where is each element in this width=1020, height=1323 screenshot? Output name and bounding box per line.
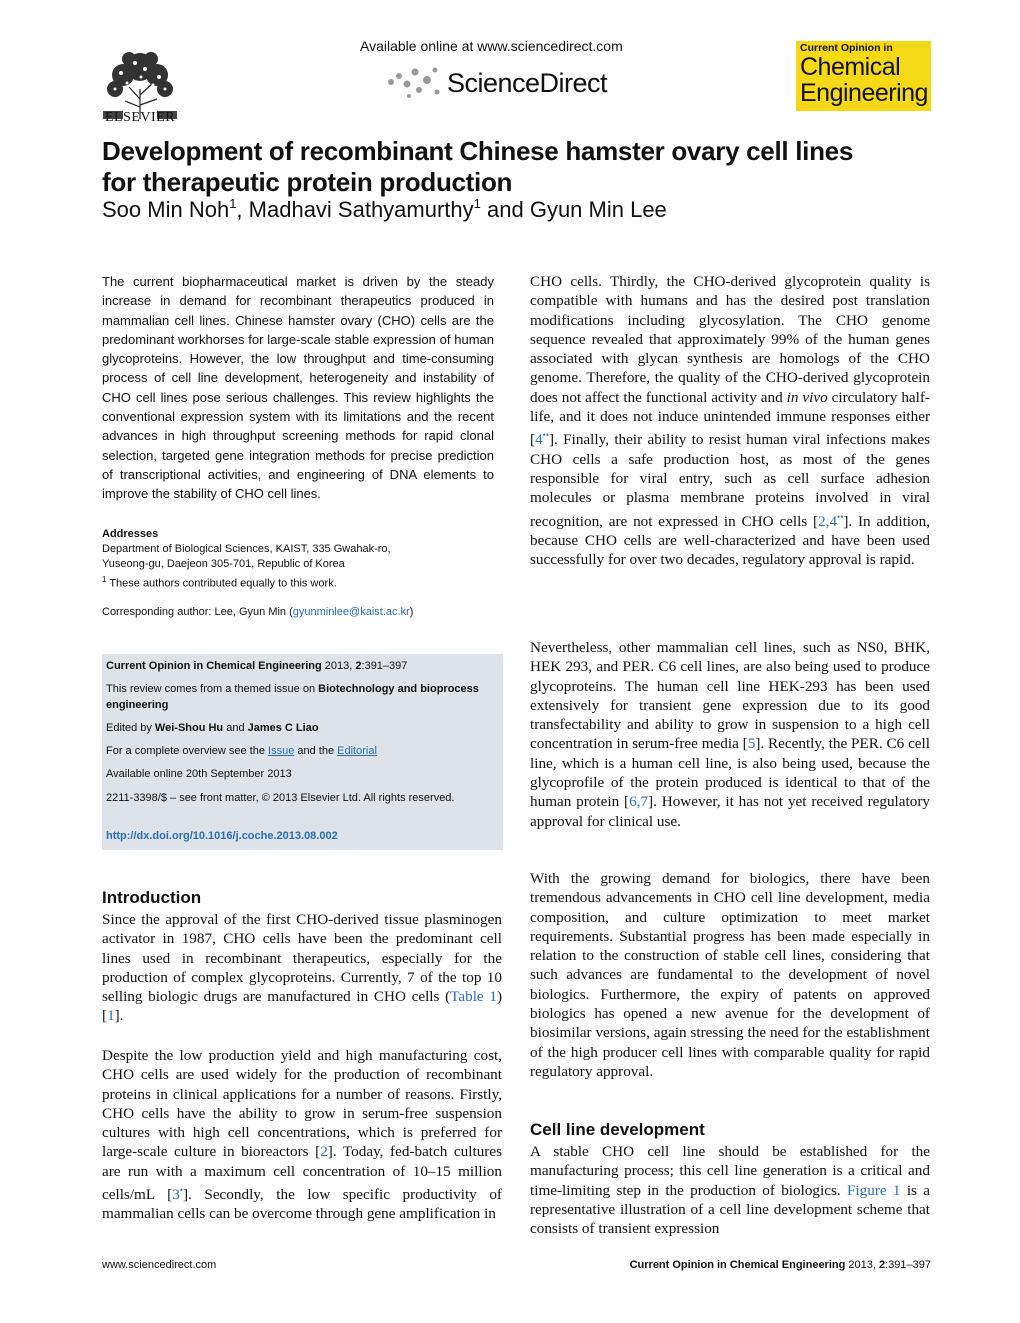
- journal-badge-small: Current Opinion in: [800, 42, 893, 54]
- reference-link[interactable]: 1: [107, 1007, 115, 1025]
- reference-link[interactable]: 4: [535, 431, 543, 449]
- right-paragraph-4: [530, 1142, 930, 1238]
- author-name: Gyun Min Lee: [529, 197, 667, 222]
- right-paragraph-1: [530, 272, 930, 569]
- author-note-text: These authors contributed equally to this work.: [109, 577, 337, 590]
- text-run: ].: [114, 1007, 124, 1025]
- corresponding-author: [102, 606, 494, 618]
- themed-topic: Biotechnology and bioprocess engineering: [106, 683, 479, 711]
- citation-volume: 2: [355, 660, 362, 672]
- right-paragraph-3: With the growing demand for biologics, there have been tremendous advancements in CHO cell line development, media composition, and culture optimization to meet market requirements. Substantial progress has been made especially in relation to the construction of stable cell lines, considering that such advances are fundamental to the development of novel biologics. Furthermore, the expiry of patents on approved biologics has opened a new avenue for the development of biosimilar versions, again stressing the need for the establishment of the high producer cell lines with comparable quality for rapid regulatory approval.: [530, 870, 930, 1080]
- text-run: Nevertheless, other mammalian cell lines, such as NS0, BHK, HEK 293, and PER. C6 cell lines, are also being used to produce glycoproteins. The human cell line HEK-293 has been used extensively for transient gene expression due to its good transfectability and ability to grow in suspension to a high cell concentration in serum-free media [: [530, 639, 930, 753]
- intro-paragraph-1: [102, 910, 502, 1026]
- abstract: The current biopharmaceutical market is driven by the steady increase in demand for recombinant therapeutics produced in mammalian cell lines. Chinese hamster ovary (CHO) cells are the predominant workhorses for large-scale stable expression of human glycoproteins. However, the low throughput and time-consuming process of cell line development, heterogeneity and instability of CHO cell lines pose serious challenges. This review highlights the conventional expression system with its limitations and the recent advances in high throughput screening methods for rapid clonal selection, targeted gene integration methods for precise prediction of transcriptional activities, and engineering of DNA elements to improve the stability of CHO cell lines.: [102, 274, 494, 502]
- available-date: Available online 20th September 2013: [106, 768, 292, 780]
- journal-badge: [796, 41, 931, 111]
- editor-name: Wei-Shou Hu: [154, 722, 224, 734]
- text-run: ]. In addition, because CHO cells are well-characterized and have been used successfully for over two decades, regulatory approval is rapid.: [530, 512, 931, 569]
- citation-line: [106, 658, 496, 674]
- corresponding-email-link[interactable]: gyunminlee@kaist.ac.kr: [292, 606, 410, 618]
- author-sep: ,: [236, 197, 249, 222]
- text-italic: in vivo: [786, 388, 828, 406]
- addresses: [102, 542, 494, 592]
- overview-and: and the: [294, 745, 338, 757]
- footer-pages: :391–397: [885, 1259, 931, 1271]
- footer-citation: [630, 1259, 931, 1271]
- text-run: ) [: [102, 988, 502, 1025]
- author-note: [102, 572, 494, 592]
- themed-issue-line: [106, 681, 496, 713]
- author-sep: and: [480, 197, 530, 222]
- footer-year: 2013,: [845, 1259, 879, 1271]
- journal-badge-line2: Engineering: [800, 79, 928, 107]
- text-run: circulatory half-life, and it does not induce unintended immune responses either [: [530, 388, 930, 449]
- text-run: ]. Secondly, the low specific productivity of mammalian cells can be overcome through gene amplification in: [102, 1186, 502, 1223]
- text-run: ]. Today, fed-batch cultures are run with a maximum cell concentration of 10–15 million cells/mL [: [102, 1143, 502, 1204]
- journal-badge-line1: Chemical: [800, 53, 901, 81]
- section-heading-cell-line-development: Cell line development: [530, 1120, 705, 1139]
- citation-pages: :391–397: [361, 660, 408, 672]
- themed-prefix: This review comes from a themed issue on: [106, 683, 319, 695]
- overview-line: [106, 743, 496, 759]
- author-affil: 1: [229, 196, 237, 211]
- edited-prefix: Edited by: [106, 722, 155, 734]
- author-name: Soo Min Noh: [102, 197, 230, 222]
- right-paragraph-2: [530, 638, 930, 831]
- reference-link[interactable]: 2,4: [818, 512, 838, 530]
- article-title: Development of recombinant Chinese hamster ovary cell lines for therapeutic protein production: [102, 136, 853, 197]
- sciencedirect-wordmark: ScienceDirect: [447, 68, 608, 98]
- reference-mark: ••: [542, 430, 549, 441]
- editorial-link[interactable]: Editorial: [337, 745, 377, 757]
- doi-link[interactable]: http://dx.doi.org/10.1016/j.coche.2013.08.002: [106, 830, 338, 842]
- reference-link[interactable]: 2: [320, 1143, 328, 1161]
- journal-badge-title: [800, 54, 928, 106]
- citation-journal: Current Opinion in Chemical Engineering: [106, 660, 322, 672]
- text-run: A stable CHO cell line should be established for the manufacturing process; this cell line generation is a critical and time-limiting step in the production of biologics.: [530, 1143, 930, 1199]
- text-run: ]. Finally, their ability to resist human viral infections makes CHO cells a safe production host, as most of the genes responsible for viral entry, such as cell surface adhesion molecules or plasma membrane proteins involved in viral recognition, are not expressed in CHO cells [: [530, 431, 930, 530]
- text-run: ]. Recently, the PER. C6 cell line, which is a human cell line, is also being used, because the glycoprofile of the protein produced is identical to that of the human protein [: [530, 735, 930, 811]
- overview-prefix: For a complete overview see the: [106, 745, 269, 757]
- available-online-text: Available online at www.sciencedirect.com: [360, 38, 623, 54]
- addresses-heading: Addresses: [102, 528, 159, 540]
- reference-mark: •: [179, 1185, 183, 1196]
- text-run: Since the approval of the first CHO-derived tissue plasminogen activator in 1987, CHO cells have been the predominant cell lines used in recombinant therapeutics, especially for the production of complex glycoproteins. Currently, 7 of the top 10 selling biologic drugs are manufactured in CHO cells (: [102, 911, 502, 1006]
- section-heading-introduction: Introduction: [102, 888, 202, 907]
- corresponding-label: Corresponding author: Lee, Gyun Min (: [102, 606, 293, 618]
- text-run: ]. However, it has not yet received regulatory approval for clinical use.: [530, 793, 930, 830]
- address-line: Department of Biological Sciences, KAIST, 335 Gwahak-ro,: [102, 543, 391, 555]
- editors-line: [106, 720, 496, 736]
- footer-journal: Current Opinion in Chemical Engineering: [629, 1259, 846, 1271]
- edited-and: and: [223, 722, 248, 734]
- author-note-mark: 1: [102, 575, 107, 584]
- sciencedirect-dots-icon: [385, 62, 445, 102]
- reference-link[interactable]: 6,7: [629, 793, 649, 811]
- footer-website-link[interactable]: www.sciencedirect.com: [102, 1259, 217, 1271]
- citation-year: 2013,: [321, 660, 356, 672]
- text-run: is a representative illustration of a cell line development scheme that consists of transient expression: [530, 1181, 930, 1238]
- text-run: CHO cells. Thirdly, the CHO-derived glycoprotein quality is compatible with humans and has the desired post translation modifications including glycosylation. The CHO genome sequence revealed that approximately 99% of the human genes associated with glycan synthesis are homologs of the CHO genome. Therefore, the quality of the CHO-derived glycoprotein does not affect the functional activity and: [530, 273, 930, 406]
- table-1-link[interactable]: Table 1: [450, 988, 497, 1006]
- intro-paragraph-2: [102, 1046, 502, 1224]
- author-affil: 1: [473, 196, 481, 211]
- article-info-box: [102, 654, 503, 850]
- author-list: [102, 196, 667, 223]
- corresponding-close: ): [409, 606, 414, 618]
- copyright-line: 2211-3398/$ – see front matter, © 2013 Elsevier Ltd. All rights reserved.: [106, 792, 455, 804]
- reference-mark: ••: [837, 511, 844, 522]
- publisher-name: ELSEVIER: [104, 110, 176, 125]
- editor-name: James C Liao: [247, 722, 319, 734]
- reference-link[interactable]: 5: [747, 735, 756, 753]
- figure-1-link[interactable]: Figure 1: [846, 1181, 901, 1199]
- author-name: Madhavi Sathyamurthy: [248, 197, 474, 222]
- text-run: Despite the low production yield and high manufacturing cost, CHO cells are used widely for the production of recombinant proteins in clinical applications for a number of reasons. Firstly, CHO cells have the ability to grow in serum-free suspension cultures with high cell concentrations, which is preferred for large-scale culture in bioreactors [: [102, 1047, 502, 1161]
- issue-link[interactable]: Issue: [268, 745, 295, 757]
- reference-link[interactable]: 3: [172, 1186, 180, 1204]
- address-line: Yuseong-gu, Daejeon 305-701, Republic of Korea: [102, 558, 345, 570]
- footer-volume: 2: [878, 1259, 886, 1271]
